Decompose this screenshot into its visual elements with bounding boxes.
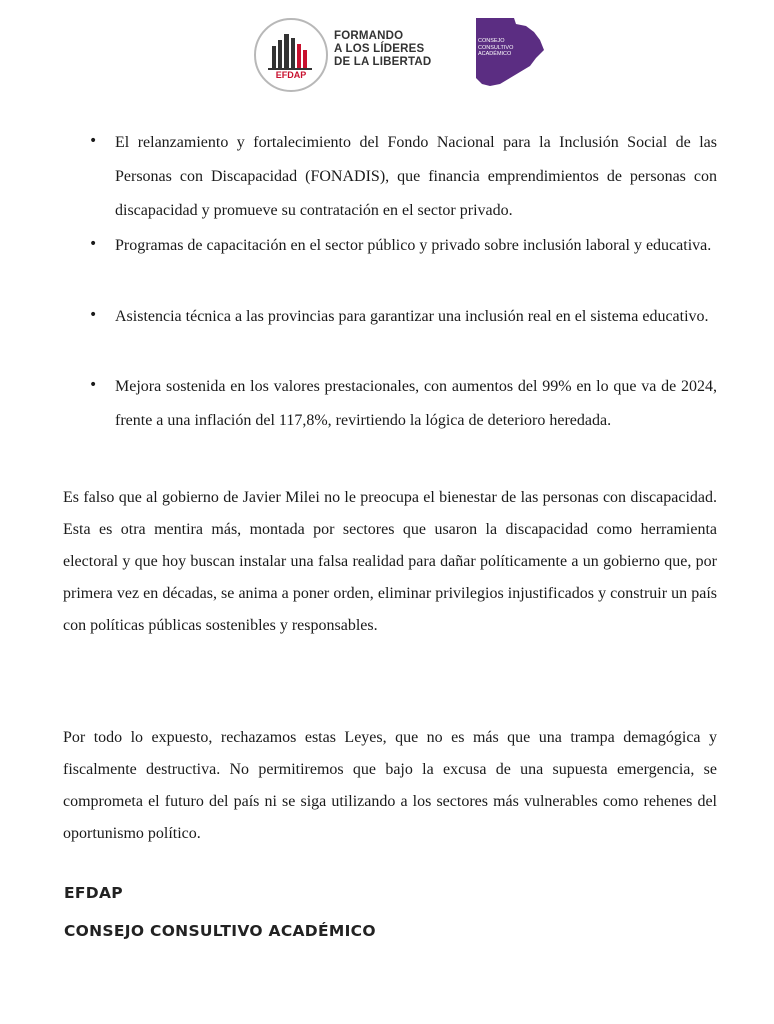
council-label-2: CONSULTIVO	[478, 44, 514, 51]
list-item	[89, 126, 717, 228]
efdap-logo-text: EFDAP	[275, 70, 307, 80]
efdap-building-icon	[256, 20, 326, 90]
slogan-line-2: A LOS LÍDERES	[334, 43, 425, 55]
list-item	[89, 300, 717, 334]
list-item-text: El relanzamiento y fortalecimiento del Fondo Nacional para la Inclusión Social de las Personas con Discapacidad (FONADIS), que financia emprendimientos de personas con discapacidad y promueve su contratación en el sector privado.	[115, 134, 717, 219]
slogan-line-1: FORMANDO	[334, 30, 404, 42]
slogan	[334, 30, 464, 69]
list-item	[89, 370, 717, 438]
council-label-1: CONSEJO	[478, 38, 505, 44]
council-label-3: ACADÉMICO	[478, 51, 512, 57]
list-item-text: Asistencia técnica a las provincias para garantizar una inclusión real en el sistema educativo.	[115, 308, 709, 325]
list-item-text: Programas de capacitación en el sector público y privado sobre inclusión laboral y educativa.	[115, 237, 712, 254]
list-item-text: Mejora sostenida en los valores prestacionales, con aumentos del 99% en lo que va de 2024, frente a una inflación del 117,8%, revirtiendo la lógica de deterioro heredada.	[115, 378, 717, 429]
slogan-line-3: DE LA LIBERTAD	[334, 56, 432, 68]
paragraph: Por todo lo expuesto, rechazamos estas Leyes, que no es más que una trampa demagógica y fiscalmente destructiva. No permitiremos que bajo la excusa de una supuesta emergencia, se comprometa el futuro del país ni se siga utilizando a los sectores más vulnerables como rehenes del oportunismo político.	[63, 729, 717, 842]
signature-org: EFDAP	[64, 884, 123, 902]
bullet-icon: •	[89, 307, 98, 323]
paragraph: Es falso que al gobierno de Javier Milei no le preocupa el bienestar de las personas con discapacidad. Esta es otra mentira más, montada por sectores que usaron la discapacidad como herramienta electoral y que hoy buscan instalar una falsa realidad para dañar políticamente a un gobierno que, por primera vez en décadas, se anima a poner orden, eliminar privilegios injustificados y construir un país con políticas públicas sostenibles y responsables.	[63, 489, 717, 634]
signature-council: CONSEJO CONSULTIVO ACADÉMICO	[64, 922, 376, 940]
bullet-icon: •	[89, 133, 98, 149]
letterhead	[0, 10, 774, 90]
council-logo-label	[478, 38, 530, 58]
bullet-icon: •	[89, 377, 98, 393]
bullet-icon: •	[89, 236, 98, 252]
efdap-logo	[254, 18, 328, 92]
list-item	[89, 229, 717, 263]
